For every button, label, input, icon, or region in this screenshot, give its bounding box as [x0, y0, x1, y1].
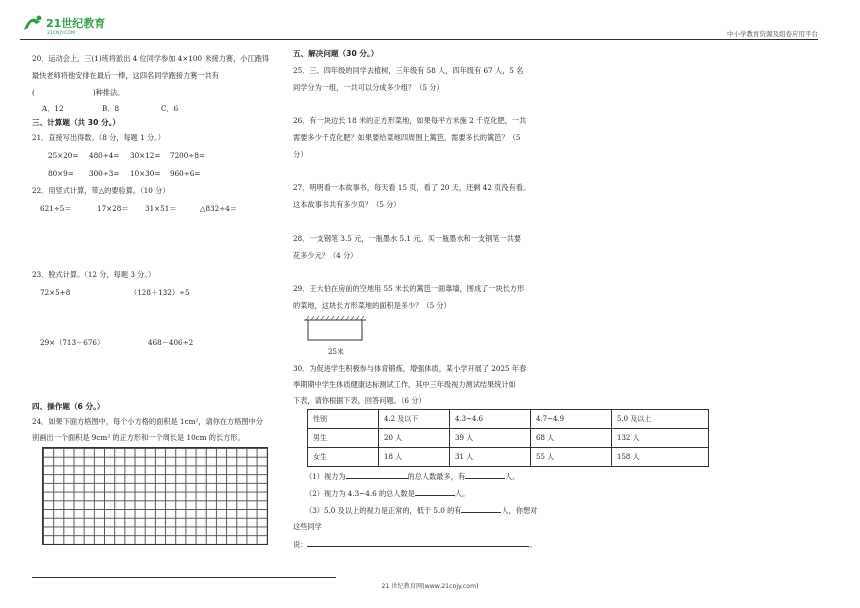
q23-item: 468－406÷2: [148, 338, 194, 347]
table-cell: 31 人: [450, 448, 531, 467]
q22-stem: 22．用竖式计算，带△的要验算。（10 分）: [32, 186, 170, 195]
vision-result-table: [307, 409, 709, 467]
q20-line1: 20．运动会上，三(1)班将派出 4 位同学参加 4×100 米接力赛，小江跑得: [32, 54, 270, 63]
section-5-title: 五、解决问题（30 分。）: [293, 49, 379, 58]
table-cell: 68 人: [531, 429, 612, 448]
q25-line1: 25．三、四年级的同学去植树，三年级有 58 人，四年级有 67 人，5 名: [293, 66, 524, 75]
q30-sub3-line3: 说： 。: [293, 540, 537, 549]
q28-line2: 花多少元？（4 分）: [293, 251, 358, 260]
q30-sub2: （2）视力为 4.3~4.6 的总人数是 人。: [305, 489, 470, 498]
q23-stem: 23．脱式计算。（12 分，每题 3 分。）: [32, 270, 156, 279]
q30-line2: 季期期中学生体质健康达标测试工作，其中三年级视力测试结果统计如: [293, 380, 516, 389]
q23-item: 72×5+8: [40, 288, 71, 297]
answer-blank[interactable]: [465, 478, 505, 479]
table-cell: 4.2 及以下: [379, 410, 450, 429]
q24-line2: 别画出一个面积是 9cm² 的正方形和一个周长是 10cm 的长方形。: [32, 433, 245, 442]
answer-blank[interactable]: [346, 478, 408, 479]
q23-item: 29×（713－676）: [40, 338, 105, 347]
q20-option-c: C．6: [161, 104, 179, 113]
table-cell: 158 人: [612, 448, 709, 467]
q21-item: 30×12=: [130, 151, 161, 160]
platform-name: 中小学教育资源及组卷应用平台: [727, 30, 818, 38]
q26-line3: 分）: [293, 150, 308, 159]
q21-item: 10×30=: [130, 169, 161, 178]
q28-line1: 28．一支钢笔 3.5 元，一瓶墨水 5.1 元。买一瓶墨水和一支钢笔一共要: [293, 234, 522, 243]
section-3-title: 三、计算题（共 30 分。）: [32, 118, 120, 127]
q21-item: 960÷6=: [170, 169, 201, 178]
q30-sub1: （1）视力为 的总人数最多，有 人。: [305, 472, 520, 481]
table-row: [308, 448, 709, 467]
q21-item: 25×20=: [48, 151, 79, 160]
table-cell: 55 人: [531, 448, 612, 467]
table-cell: 18 人: [379, 448, 450, 467]
table-cell: 性别: [308, 410, 379, 429]
header-divider: [20, 39, 818, 40]
q22-item: 621÷5＝: [40, 204, 72, 213]
q25-line2: 同学分为一组，一共可以分成多少组？（5 分）: [293, 83, 444, 92]
q26-line1: 26．有一块边长 18 米的正方形菜地，如果每平方米施 2 千克化肥，一共: [293, 116, 527, 125]
q21-stem: 21．直接写出得数。（8 分，每题 1 分。）: [32, 133, 165, 142]
footer-text: 21 世纪教育网(www.21cnjy.com): [381, 583, 479, 590]
fence-wall-figure: [300, 316, 372, 356]
q24-line1: 24．如果下面方格图中，每个小方格的面积是 1cm²，请你在方格图中分: [32, 417, 263, 426]
answer-blank[interactable]: [307, 546, 529, 547]
section-4-title: 四、操作题（6 分。）: [32, 402, 105, 411]
square-grid: [42, 447, 268, 545]
table-cell: 132 人: [612, 429, 709, 448]
q20-line2: 最快老师将他安排在最后一棒，这四名同学跑接力赛一共有: [32, 71, 219, 80]
logo-subtext: 21CNJY.COM: [47, 31, 75, 36]
q30-sub3-line2: 这些同学: [293, 522, 322, 531]
q21-item: 7200÷8=: [170, 151, 205, 160]
q20-line3: ( )种排法。: [32, 88, 125, 97]
table-header-row: [308, 410, 709, 429]
q22-item: △832÷4＝: [200, 204, 238, 213]
table-cell: 男生: [308, 429, 379, 448]
logo-text: 21世纪教育: [46, 17, 106, 30]
q26-line2: 需要多少千克化肥？如果要给菜地四周围上篱笆，需要多长的篱笆？（5: [293, 133, 521, 142]
q30-sub3: （3）5.0 及以上的视力是正常的，低于 5.0 的有 人，你想对: [305, 506, 538, 515]
table-row: [308, 429, 709, 448]
table-cell: 20 人: [379, 429, 450, 448]
q21-item: 480÷4=: [89, 151, 120, 160]
q29-line2: 的菜地，这块长方形菜地的面积是多少？（5 分）: [293, 301, 451, 310]
table-cell: 女生: [308, 448, 379, 467]
table-cell: 4.3~4.6: [450, 410, 531, 429]
q22-item: 31×51＝: [145, 204, 177, 213]
q21-item: 80×9=: [48, 169, 74, 178]
figure-length-label: 25米: [328, 348, 344, 356]
q20-option-a: A．12: [42, 104, 64, 113]
table-cell: 39 人: [450, 429, 531, 448]
q22-item: 17×28＝: [97, 204, 129, 213]
q27-line2: 这本故事书共有多少页？（5 分）: [293, 200, 401, 209]
q21-item: 300÷3=: [89, 169, 120, 178]
q20-option-b: B．8: [102, 104, 120, 113]
q27-line1: 27．明明看一本故事书，每天看 15 页，看了 20 天，还剩 42 页没有看。: [293, 183, 531, 192]
q23-item: （128＋132）÷5: [130, 288, 190, 297]
q30-line3: 下表，请你根据下表，回答问题。（6 分）: [293, 396, 426, 405]
answer-blank[interactable]: [461, 512, 501, 513]
table-cell: 4.7~4.9: [531, 410, 612, 429]
table-cell: 5.0 及以上: [612, 410, 709, 429]
answer-blank[interactable]: [415, 495, 455, 496]
q30-line1: 30．为促进学生积极参与体育锻炼，增强体质，某小学开展了 2025 年春: [293, 364, 527, 373]
site-logo: [20, 14, 138, 36]
footer-divider: [32, 577, 336, 578]
q29-line1: 29．王大伯在房前的空地用 55 米长的篱笆一面靠墙，围成了一块长方形: [293, 284, 525, 293]
